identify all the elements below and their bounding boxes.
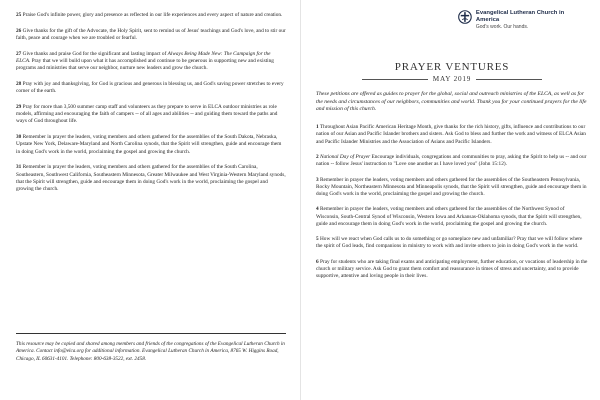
prayer-item-4: 4 Remember in prayer the leaders, voting members and others gathered for the assemblies of the Northwest Synod of Wisconsin, South-Central Synod of Wisconsin, Western Iowa and Arkansas-Oklahoma synods, that the Spirit will strengthen, guide and encourage them in doing God's work in the world, proclaiming the gospel and growing the church. bbox=[316, 206, 582, 227]
footer-note: This resource may be copied and shared among members and friends of the congregations of the Evangelical Lutheran Church in America. Contact info@elca.org for additional information. Evangelical Lutheran Church in America, 8765 W. Higgins Road, Chicago, IL 60631-4101. Telephone: 800-638-3522, ext. 2458. bbox=[16, 341, 285, 362]
prayer-item-27: 27 Give thanks and praise God for the significant and lasting impact of Always Being Made New: The Campaign for the ELCA. Pray that we will build upon what it has accomplished and continue to be generous in supporting new and existing programs and ministries that serve our neighbor, nurture new leaders and grow the church. bbox=[16, 50, 274, 72]
title-date-row bbox=[316, 75, 588, 83]
page-title: PRAYER VENTURES bbox=[394, 61, 510, 73]
title-rule-right bbox=[476, 79, 542, 80]
prayer-item-6: 6 Pray for students who are taking final exams and anticipating employment, further education, or vocations of leadership in the church or military service. Ask God to grant them comfort and reassurance in times of stress and uncertainty, and to provide supportive, attentive and loving people in their lives. bbox=[316, 258, 588, 280]
issue-date: MAY 2019 bbox=[432, 75, 472, 83]
prayer-item-26: 26 Give thanks for the gift of the Advocate, the Holy Spirit, sent to remind us of Jesus' teachings and God's love, and to stir our faith, peace and courage when we are troubled or fearful. bbox=[16, 27, 286, 41]
elca-logo bbox=[458, 10, 588, 34]
prayer-item-29: 29 Pray for more than 3,500 summer camp staff and volunteers as they prepare to serve in ELCA outdoor ministries as role models, affirming and encouraging the faith of campers -- of all ages and abilities -- and guiding them toward the paths and ways of God throughout life. bbox=[16, 104, 278, 125]
prayer-item-30: 30 Remember in prayer the leaders, voting members and others gathered for the assemblies of the South Dakota, Nebraska, Upstate New York, Delaware-Maryland and North Carolina synods, that the Spirit will strengthen, guide and encourage them in doing God's work in the world, proclaiming the gospel and growing the church. bbox=[16, 134, 282, 155]
logo-name: Evangelical Lutheran Church in America bbox=[475, 10, 565, 24]
prayer-item-25: 25 Praise God's infinite power, glory and presence as reflected in our life experiences and every aspect of nature and creation. bbox=[16, 12, 283, 18]
prayer-item-28: 28 Pray with joy and thanksgiving, for God is gracious and generous in blessing us, and God's saving power stretches to every corner of the earth. bbox=[16, 81, 284, 95]
cross-logo-icon bbox=[458, 10, 472, 24]
prayer-item-31: 31 Remember in prayer the leaders, voting members and others gathered for the assemblies of the South Carolina, Southeastern, Southwest California, Southeastern Minnesota, Greater Milwaukee and West Virginia-Western Maryland synods, that the Spirit will strengthen, guide and encourage them in doing God's work in the world, proclaiming the gospel and growing the church. bbox=[16, 164, 286, 193]
prayer-item-5: 5 How will we react when God calls us to do something or go someplace new and unfamiliar? Pray that we will follow where the spirit of God leads, find companions in ministry to work with and invite others to join in doing God's work in the world. bbox=[316, 236, 583, 250]
intro-text: These petitions are offered as guides to prayer for the global, social and outreach ministries of the ELCA, as well as for the needs and circumstances of our neighbors, communities and world. Thank you for your continued prayers for the life and mission of this church. bbox=[316, 91, 587, 113]
logo-tagline: God's work. Our hands. bbox=[475, 24, 529, 31]
prayer-item-3: 3 Remember in prayer the leaders, voting members and others gathered for the assemblies of the Southeastern Pennsylvania, Rocky Mountain, Northeastern Minnesota and Minneapolis synods, that the Spirit will strengthen, guide and encourage them in doing God's work in the world, proclaiming the gospel and growing the church. bbox=[316, 176, 587, 197]
prayer-item-2: 2 National Day of Prayer Encourage individuals, congregations and communities to pray, asking the Spirit to help us -- and our nation -- follow Jesus' instruction to "Love one another as I have loved you" (John 15:12). bbox=[316, 153, 587, 168]
prayer-item-1: 1 Throughout Asian Pacific American Heritage Month, give thanks for the rich history, gifts, influence and contributions to our nation of our Asian and Pacific Islander brothers and sisters. Ask God to bless and further the work and witness of ELCA Asian and Pacific Islander Ministries and the Association of Asians and Pacific Islanders. bbox=[316, 124, 586, 145]
footer-rule bbox=[16, 333, 286, 334]
logo-text bbox=[476, 10, 588, 30]
right-column bbox=[300, 0, 600, 400]
title-rule-left bbox=[362, 79, 428, 80]
